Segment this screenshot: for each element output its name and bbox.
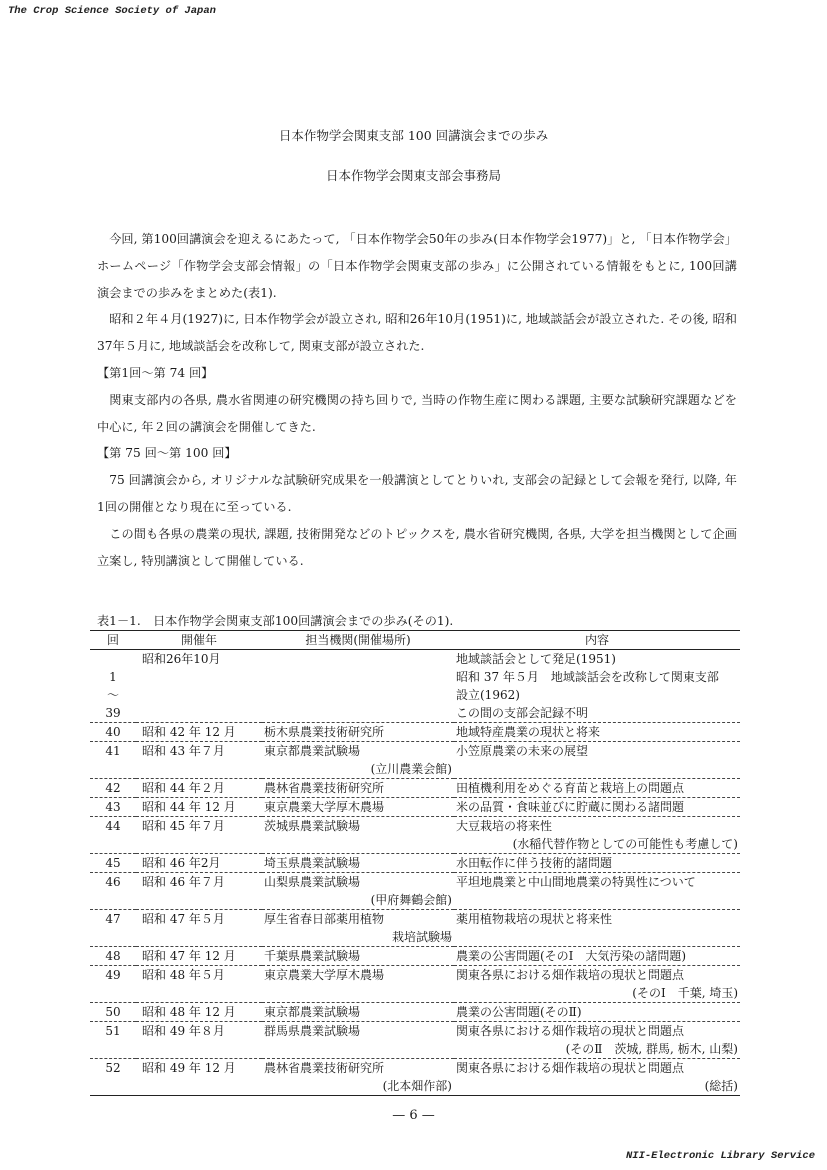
- section-heading-75-100: 【第 75 回〜第 100 回】: [97, 446, 237, 461]
- table-row: (水稲代替作物としての可能性も考慮して): [90, 835, 740, 854]
- table-row: 1 昭和 37 年５月 地域談話会を改称して関東支部: [109, 670, 719, 684]
- header-content: 内容: [454, 631, 740, 650]
- table-row: 47 昭和 47 年５月 厚生省春日部薬用植物 薬用植物栽培の現状と将来性: [105, 912, 613, 926]
- table-row: 昭和26年10月 地域談話会として発足(1951): [142, 652, 616, 666]
- table-row: 45 昭和 46 年2月 埼玉県農業試験場 水田転作に伴う技術的諸問題: [90, 854, 740, 873]
- author-line: 日本作物学会関東支部会事務局: [325, 168, 501, 183]
- table-row: 46 昭和 46 年７月 山梨県農業試験場 平坦地農業と中山間地農業の特異性について: [105, 875, 696, 889]
- table-row: 48 昭和 47 年 12 月 千葉県農業試験場 農業の公害問題(そのⅠ 大気汚染の諸問題): [90, 947, 740, 966]
- table-row: 42 昭和 44 年２月 農林省農業技術研究所 田植機利用をめぐる育苗と栽培上の問題点: [90, 779, 740, 798]
- page-title: 日本作物学会関東支部 100 回講演会までの歩み: [278, 128, 549, 143]
- header-year: 開催年: [136, 631, 262, 650]
- table-row: 栽培試験場: [90, 928, 740, 947]
- table-row: 50 昭和 48 年 12 月 東京都農業試験場 農業の公害問題(そのⅡ): [90, 1003, 740, 1022]
- table-header-row: [90, 631, 740, 650]
- table-row: (甲府舞鶴会館): [90, 891, 740, 910]
- paragraph-intro: 今回, 第100回講演会を迎えるにあたって, 「日本作物学会50年の歩み(日本作物学会1977)」と, 「日本作物学会」ホームページ「作物学会支部会情報」の「日本作物学会関東支部の歩み」に公開されている情報をもとに, 100回講演会までの歩みをまとめた(表1).: [97, 232, 737, 300]
- table-caption: 表1－1. 日本作物学会関東支部100回講演会までの歩み(その1).: [97, 614, 454, 628]
- table-row: 39 この間の支部会記録不明: [90, 704, 740, 723]
- section-heading-1-74: 【第1回〜第 74 回】: [97, 365, 214, 380]
- header-num: 回: [90, 631, 136, 650]
- paragraph-founding: 昭和２年４月(1927)に, 日本作物学会が設立され, 昭和26年10月(1951)に, 地域談話会が設立された. その後, 昭和37年５月に, 地域談話会を改称して, 関東支部が設立された.: [97, 312, 737, 354]
- table-row: 〜 設立(1962): [106, 688, 520, 702]
- body-text: [97, 226, 737, 574]
- header-org: 担当機関(開催場所): [262, 631, 454, 650]
- table-row: (そのⅡ 茨城, 群馬, 栃木, 山梨): [90, 1040, 740, 1059]
- paragraph-later-meetings: 75 回講演会から, オリジナルな試験研究成果を一般講演としてとりいれ, 支部会の記録として会報を発行, 以降, 年1回の開催となり現在に至っている.: [97, 473, 737, 514]
- page-number: — 6 —: [392, 1108, 435, 1123]
- table-row: 43 昭和 44 年 12 月 東京農業大学厚木農場 米の品質・食味並びに貯蔵に関わる諸問題: [90, 798, 740, 817]
- history-table: [90, 630, 740, 1096]
- table-row: 44 昭和 45 年７月 茨城県農業試験場 大豆栽培の将来性: [105, 819, 553, 833]
- table-row: 40 昭和 42 年 12 月 栃木県農業技術研究所 地域特産農業の現状と将来: [90, 723, 740, 742]
- table-row: (そのⅠ 千葉, 埼玉): [90, 984, 740, 1003]
- paragraph-special-lectures: この間も各県の農業の現状, 課題, 技術開発などのトピックスを, 農水省研究機関, 各県, 大学を担当機関として企画立案し, 特別講演として開催している.: [97, 526, 737, 568]
- table-row: (北本畑作部) (総括): [90, 1077, 740, 1096]
- table-row: 51 昭和 49 年８月 群馬県農業試験場 関東各県における畑作栽培の現状と問題点: [105, 1024, 685, 1038]
- society-header: The Crop Science Society of Japan: [8, 5, 216, 17]
- table-row: (立川農業会館): [90, 760, 740, 779]
- table-row: 52 昭和 49 年 12 月 農林省農業技術研究所 関東各県における畑作栽培の現状と問題点: [105, 1061, 685, 1075]
- paragraph-early-meetings: 関東支部内の各県, 農水省関連の研究機関の持ち回りで, 当時の作物生産に関わる課題, 主要な試験研究課題などを中心に, 年２回の講演会を開催してきた.: [97, 392, 737, 434]
- table-row: 49 昭和 48 年５月 東京農業大学厚木農場 関東各県における畑作栽培の現状と問題点: [105, 968, 685, 982]
- library-service-footer: NII-Electronic Library Service: [625, 1150, 815, 1162]
- table-row: 41 昭和 43 年７月 東京都農業試験場 小笠原農業の未来の展望: [105, 744, 589, 758]
